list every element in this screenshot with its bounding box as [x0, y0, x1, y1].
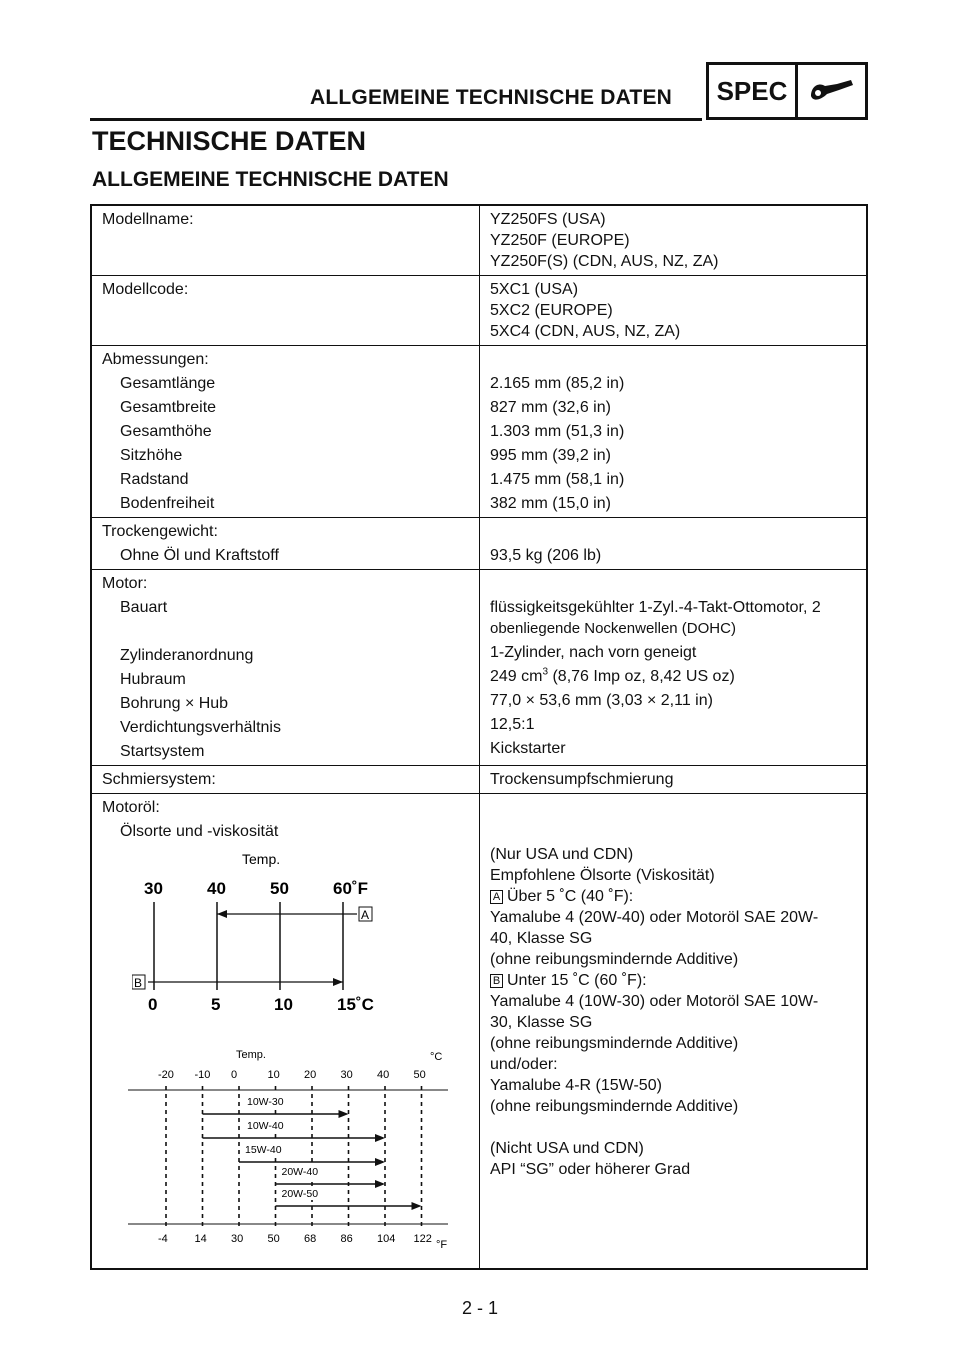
f-tick-label: 122: [413, 1233, 432, 1245]
c-tick-label: 50: [413, 1069, 426, 1081]
spec-badge: [706, 62, 868, 120]
row-trockengewicht: [92, 518, 866, 570]
wrench-icon: [798, 65, 865, 117]
top-tick-label: 50: [270, 879, 289, 898]
label-bohrung-hub: Bohrung × Hub: [120, 695, 229, 712]
oel-line-a2: Empfohlene Ölsorte (Viskosität): [490, 867, 715, 884]
range-label: 15W-40: [245, 1144, 282, 1156]
spec-table: [90, 204, 868, 1270]
label-motoroel: Motoröl:: [102, 799, 160, 816]
label-ohne-oel: Ohne Öl und Kraftstoff: [120, 547, 279, 564]
value-sitzhoehe: 995 mm (39,2 in): [490, 447, 611, 464]
spec-label: SPEC: [709, 65, 798, 117]
value-gesamtbreite: 827 mm (32,6 in): [490, 399, 611, 416]
value-hubraum-sup: 3: [542, 666, 549, 678]
label-sitzhoehe: Sitzhöhe: [120, 447, 183, 464]
label-startsystem: Startsystem: [120, 743, 205, 760]
value-modellname-1: YZ250FS (USA): [490, 211, 606, 228]
c-tick-label: -20: [158, 1069, 174, 1081]
value-modellname-3: YZ250F(S) (CDN, AUS, NZ, ZA): [490, 253, 719, 270]
bottom-tick-label: 15˚C: [337, 995, 374, 1014]
value-schmiersystem: Trockensumpfschmierung: [490, 771, 674, 788]
viscosity-range-chart: [126, 1042, 466, 1252]
range-arrow: [375, 1180, 385, 1188]
label-schmiersystem: Schmiersystem:: [102, 771, 216, 788]
oel-line-b2: 40, Klasse SG: [490, 930, 593, 947]
page-number: 2 - 1: [461, 1298, 499, 1318]
unit-top: °C: [430, 1051, 443, 1063]
label-radstand: Radstand: [120, 471, 189, 488]
oel-line-c5: Yamalube 4-R (15W-50): [490, 1077, 662, 1094]
oel-line-c6: (ohne reibungsmindernde Additive): [490, 1098, 739, 1115]
top-tick-label: 60˚F: [333, 879, 368, 898]
row-modellname: [92, 206, 866, 276]
value-hubraum-rest: (8,76 Imp oz, 8,42 US oz): [548, 668, 735, 685]
oel-b-condition: Unter 15 ˚C (60 ˚F):: [507, 972, 647, 989]
page-title: TECHNISCHE DATEN: [92, 126, 367, 156]
series-a-label: A: [361, 908, 370, 922]
header-rule: [90, 118, 702, 121]
oel-line-a1: (Nur USA und CDN): [490, 846, 634, 863]
oel-line-d1: (Nicht USA und CDN): [490, 1140, 644, 1157]
value-gesamtlaenge: 2.165 mm (85,2 in): [490, 375, 625, 392]
box-b-label: B: [490, 974, 503, 988]
oel-line-box-a: [490, 886, 860, 907]
oel-line-c1: Yamalube 4 (10W-30) oder Motoröl SAE 10W-: [490, 993, 819, 1010]
value-zylinderanordnung: 1-Zylinder, nach vorn geneigt: [490, 644, 697, 661]
label-gesamtlaenge: Gesamtlänge: [120, 375, 216, 392]
label-gesamthoehe: Gesamthöhe: [120, 423, 212, 440]
value-modellcode-3: 5XC4 (CDN, AUS, NZ, ZA): [490, 323, 681, 340]
header-title: ALLGEMEINE TECHNISCHE DATEN: [310, 86, 673, 109]
value-startsystem: Kickstarter: [490, 740, 566, 757]
bottom-tick-label: 10: [274, 995, 293, 1014]
f-tick-label: 104: [377, 1233, 396, 1245]
oel-line-c4: und/oder:: [490, 1056, 558, 1073]
range-label: 10W-30: [247, 1096, 284, 1108]
chart-a-b-title: Temp.: [242, 851, 281, 867]
range-label: 20W-50: [281, 1188, 319, 1200]
row-motoroel: [92, 794, 866, 1268]
box-a-label: A: [490, 890, 503, 904]
label-trockengewicht: Trockengewicht:: [102, 523, 218, 540]
c-tick-label: -10: [194, 1069, 211, 1081]
f-tick-label: 68: [304, 1233, 317, 1245]
range-arrow: [339, 1110, 349, 1118]
chart-viscosity-title: Temp.: [236, 1049, 266, 1061]
c-tick-label: 40: [377, 1069, 390, 1081]
value-radstand: 1.475 mm (58,1 in): [490, 471, 625, 488]
c-tick-label: 10: [267, 1069, 280, 1081]
value-hubraum-main: 249 cm: [490, 668, 543, 685]
label-abmessungen: Abmessungen:: [102, 351, 209, 368]
label-modellname: Modellname:: [102, 211, 194, 228]
f-tick-label: 86: [340, 1233, 353, 1245]
range-arrow: [375, 1134, 385, 1142]
label-hubraum: Hubraum: [120, 671, 186, 688]
oel-line-box-b: [490, 970, 860, 991]
label-motor: Motor:: [102, 575, 148, 592]
f-tick-label: -4: [158, 1233, 168, 1245]
c-tick-label: 30: [340, 1069, 353, 1081]
label-zylinderanordnung: Zylinderanordnung: [120, 647, 254, 664]
f-tick-label: 50: [267, 1233, 280, 1245]
value-modellcode-2: 5XC2 (EUROPE): [490, 302, 613, 319]
value-modellname-2: YZ250F (EUROPE): [490, 232, 630, 249]
label-verdichtung: Verdichtungsverhältnis: [120, 719, 281, 736]
row-motor: [92, 570, 866, 766]
row-abmessungen: [92, 346, 866, 518]
bottom-tick-label: 0: [148, 995, 158, 1014]
c-tick-label: 20: [304, 1069, 317, 1081]
label-bauart: Bauart: [120, 599, 168, 616]
oel-a-condition: Über 5 ˚C (40 ˚F):: [507, 888, 634, 905]
label-oelsorte: Ölsorte und -viskosität: [120, 823, 279, 840]
label-modellcode: Modellcode:: [102, 281, 189, 298]
row-modellcode: [92, 276, 866, 346]
value-bauart-2: obenliegende Nockenwellen (DOHC): [490, 620, 736, 637]
value-hubraum: [490, 666, 860, 687]
viscosity-charts: [102, 842, 479, 1262]
range-label: 20W-40: [281, 1166, 319, 1178]
label-bodenfreiheit: Bodenfreiheit: [120, 495, 215, 512]
f-tick-label: 30: [231, 1233, 244, 1245]
range-label: 10W-40: [247, 1120, 284, 1132]
f-tick-label: 14: [194, 1233, 207, 1245]
value-gesamthoehe: 1.303 mm (51,3 in): [490, 423, 625, 440]
oel-line-b3: (ohne reibungsmindernde Additive): [490, 951, 739, 968]
value-bauart-1: flüssigkeitsgekühlter 1-Zyl.-4-Takt-Ottomotor, 2: [490, 599, 821, 616]
bottom-tick-label: 5: [211, 995, 221, 1014]
range-arrow: [375, 1158, 385, 1166]
oel-line-c2: 30, Klasse SG: [490, 1014, 593, 1031]
oel-line-d2: API “SG” oder höherer Grad: [490, 1161, 691, 1178]
top-tick-label: 30: [144, 879, 163, 898]
series-a-arrow: [217, 910, 227, 918]
unit-bottom: °F: [436, 1239, 448, 1251]
oel-line-c3: (ohne reibungsmindernde Additive): [490, 1035, 739, 1052]
label-gesamtbreite: Gesamtbreite: [120, 399, 217, 416]
temperature-chart-a-b: [132, 848, 432, 1018]
value-ohne-oel: 93,5 kg (206 lb): [490, 547, 602, 564]
range-arrow: [412, 1202, 422, 1210]
series-b-arrow: [333, 978, 343, 986]
series-b-label: B: [134, 976, 143, 990]
row-schmiersystem: [92, 766, 866, 794]
c-tick-label: 0: [231, 1069, 238, 1081]
oel-line-b1: Yamalube 4 (20W-40) oder Motoröl SAE 20W-: [490, 909, 819, 926]
value-verdichtung: 12,5:1: [490, 716, 535, 733]
value-bohrung-hub: 77,0 × 53,6 mm (3,03 × 2,11 in): [490, 692, 713, 709]
top-tick-label: 40: [207, 879, 226, 898]
value-modellcode-1: 5XC1 (USA): [490, 281, 579, 298]
page-subtitle: ALLGEMEINE TECHNISCHE DATEN: [92, 168, 449, 191]
value-bodenfreiheit: 382 mm (15,0 in): [490, 495, 611, 512]
